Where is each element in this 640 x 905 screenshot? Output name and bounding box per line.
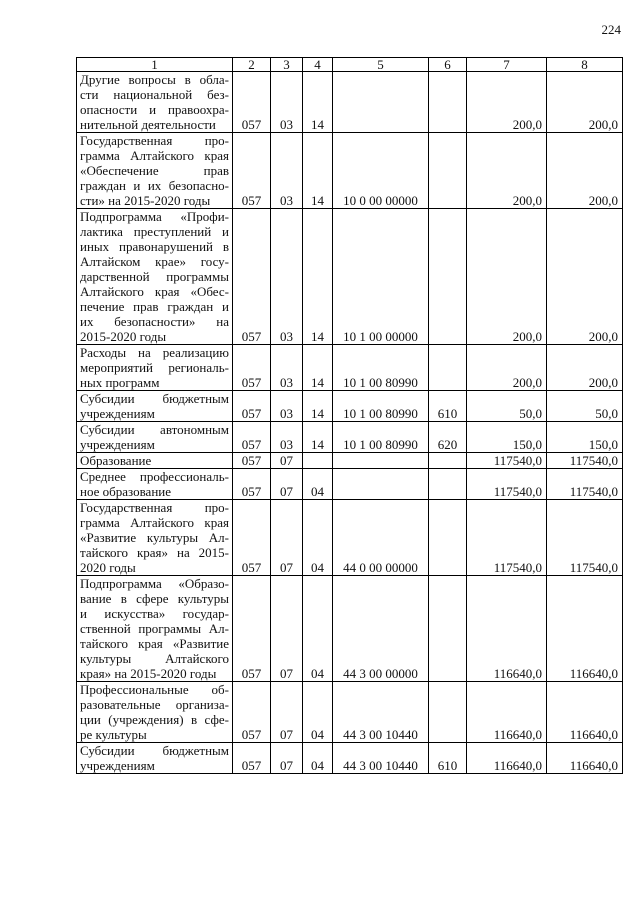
subsection-code-cell: 14 — [303, 345, 333, 391]
item-name-line: Среднее профессиональ- — [80, 469, 229, 484]
item-name-cell — [77, 133, 233, 209]
subsection-code-cell: 14 — [303, 72, 333, 133]
table-row — [77, 469, 623, 500]
subsection-code-cell: 14 — [303, 133, 333, 209]
table-row — [77, 576, 623, 682]
expense-type-cell: 610 — [429, 391, 467, 422]
table-row — [77, 453, 623, 469]
item-name-line: 2020 годы — [80, 560, 136, 575]
item-name-cell — [77, 743, 233, 774]
item-name-line: ственной программы Ал- — [80, 621, 229, 636]
amount-col8-cell: 200,0 — [547, 345, 623, 391]
item-name-line: Государственная про- — [80, 133, 229, 148]
section-code-cell: 03 — [271, 345, 303, 391]
section-code-cell: 07 — [271, 469, 303, 500]
item-name-cell — [77, 209, 233, 345]
table-row — [77, 133, 623, 209]
header-row — [77, 58, 623, 72]
amount-col7-cell: 200,0 — [467, 345, 547, 391]
amount-col7-cell: 116640,0 — [467, 743, 547, 774]
amount-col7-cell: 117540,0 — [467, 500, 547, 576]
item-name-line: 2015-2020 годы — [80, 329, 167, 344]
amount-col8-cell: 200,0 — [547, 133, 623, 209]
amount-col8-cell: 200,0 — [547, 209, 623, 345]
amount-col7-cell: 200,0 — [467, 209, 547, 345]
target-article-cell: 44 0 00 00000 — [333, 500, 429, 576]
item-name-cell — [77, 345, 233, 391]
item-name-line: учреждениям — [80, 758, 155, 773]
target-article-cell: 44 3 00 10440 — [333, 743, 429, 774]
header-col-8: 8 — [547, 58, 623, 72]
amount-col8-cell: 117540,0 — [547, 500, 623, 576]
expense-type-cell — [429, 209, 467, 345]
item-name-cell — [77, 500, 233, 576]
dept-code-cell: 057 — [233, 345, 271, 391]
item-name-line: Другие вопросы в обла- — [80, 72, 229, 87]
section-code-cell: 07 — [271, 743, 303, 774]
amount-col8-cell: 116640,0 — [547, 682, 623, 743]
item-name-line: Алтайского края «Обес- — [80, 284, 229, 299]
amount-col7-cell: 117540,0 — [467, 469, 547, 500]
item-name-line: тайского края «Развитие — [80, 636, 229, 651]
section-code-cell: 03 — [271, 422, 303, 453]
item-name-cell — [77, 422, 233, 453]
target-article-cell: 10 1 00 80990 — [333, 422, 429, 453]
subsection-code-cell: 04 — [303, 500, 333, 576]
section-code-cell: 07 — [271, 682, 303, 743]
item-name-line: лактика преступлений и — [80, 224, 229, 239]
subsection-code-cell: 04 — [303, 469, 333, 500]
section-code-cell: 07 — [271, 453, 303, 469]
item-name-line: вание в сфере культуры — [80, 591, 229, 606]
subsection-code-cell — [303, 453, 333, 469]
item-name-line: мероприятий региональ- — [80, 360, 229, 375]
section-code-cell: 07 — [271, 576, 303, 682]
item-name-line: ции (учреждения) в сфе- — [80, 712, 229, 727]
header-col-2: 2 — [233, 58, 271, 72]
target-article-cell — [333, 469, 429, 500]
item-name-line: Субсидии бюджетным — [80, 743, 229, 758]
target-article-cell: 44 3 00 10440 — [333, 682, 429, 743]
section-code-cell: 03 — [271, 72, 303, 133]
amount-col7-cell: 117540,0 — [467, 453, 547, 469]
dept-code-cell: 057 — [233, 422, 271, 453]
section-code-cell: 03 — [271, 391, 303, 422]
table-row — [77, 72, 623, 133]
amount-col8-cell: 117540,0 — [547, 469, 623, 500]
expense-type-cell — [429, 72, 467, 133]
item-name-line: Алтайском крае» госу- — [80, 254, 229, 269]
item-name-line: нительной деятельности — [80, 117, 216, 132]
item-name-cell — [77, 453, 233, 469]
expense-type-cell — [429, 682, 467, 743]
amount-col8-cell: 200,0 — [547, 72, 623, 133]
header-col-1: 1 — [77, 58, 233, 72]
item-name-line: Подпрограмма «Профи- — [80, 209, 229, 224]
item-name-line: грамма Алтайского края — [80, 515, 229, 530]
target-article-cell: 44 3 00 00000 — [333, 576, 429, 682]
item-name-line: грамма Алтайского края — [80, 148, 229, 163]
amount-col7-cell: 150,0 — [467, 422, 547, 453]
amount-col8-cell: 150,0 — [547, 422, 623, 453]
target-article-cell — [333, 72, 429, 133]
amount-col7-cell: 50,0 — [467, 391, 547, 422]
table-body — [77, 72, 623, 774]
amount-col8-cell: 117540,0 — [547, 453, 623, 469]
item-name-line: Государственная про- — [80, 500, 229, 515]
page-number: 224 — [601, 22, 621, 37]
target-article-cell: 10 1 00 80990 — [333, 345, 429, 391]
subsection-code-cell: 04 — [303, 743, 333, 774]
item-name-line: граждан и их безопасно- — [80, 178, 229, 193]
table-row — [77, 345, 623, 391]
header-col-6: 6 — [429, 58, 467, 72]
subsection-code-cell: 14 — [303, 391, 333, 422]
amount-col7-cell: 200,0 — [467, 133, 547, 209]
budget-table — [76, 57, 623, 774]
dept-code-cell: 057 — [233, 209, 271, 345]
header-col-4: 4 — [303, 58, 333, 72]
expense-type-cell: 620 — [429, 422, 467, 453]
section-code-cell: 03 — [271, 133, 303, 209]
item-name-line: опасности и правоохра- — [80, 102, 229, 117]
header-col-5: 5 — [333, 58, 429, 72]
item-name-line: Расходы на реализацию — [80, 345, 229, 360]
item-name-line: печение прав граждан и — [80, 299, 229, 314]
table-header — [77, 58, 623, 72]
subsection-code-cell: 14 — [303, 422, 333, 453]
expense-type-cell: 610 — [429, 743, 467, 774]
subsection-code-cell: 14 — [303, 209, 333, 345]
expense-type-cell — [429, 469, 467, 500]
amount-col7-cell: 116640,0 — [467, 576, 547, 682]
table-row — [77, 743, 623, 774]
item-name-line: ре культуры — [80, 727, 147, 742]
item-name-line: учреждениям — [80, 406, 155, 421]
item-name-line: разовательные организа- — [80, 697, 229, 712]
item-name-line: Субсидии бюджетным — [80, 391, 229, 406]
expense-type-cell — [429, 500, 467, 576]
item-name-line: «Обеспечение прав — [80, 163, 229, 178]
table-row — [77, 422, 623, 453]
dept-code-cell: 057 — [233, 682, 271, 743]
table-row — [77, 209, 623, 345]
target-article-cell: 10 0 00 00000 — [333, 133, 429, 209]
item-name-cell — [77, 72, 233, 133]
dept-code-cell: 057 — [233, 133, 271, 209]
item-name-line: тайского края» на 2015- — [80, 545, 229, 560]
expense-type-cell — [429, 453, 467, 469]
item-name-line: ных программ — [80, 375, 160, 390]
item-name-line: края» на 2015-2020 годы — [80, 666, 217, 681]
dept-code-cell: 057 — [233, 576, 271, 682]
header-col-7: 7 — [467, 58, 547, 72]
dept-code-cell: 057 — [233, 469, 271, 500]
item-name-line: дарственной программы — [80, 269, 229, 284]
item-name-line: сти национальной без- — [80, 87, 229, 102]
table-row — [77, 682, 623, 743]
item-name-line: учреждениям — [80, 437, 155, 452]
target-article-cell — [333, 453, 429, 469]
target-article-cell: 10 1 00 00000 — [333, 209, 429, 345]
item-name-line: их безопасности» на — [80, 314, 229, 329]
dept-code-cell: 057 — [233, 453, 271, 469]
subsection-code-cell: 04 — [303, 576, 333, 682]
dept-code-cell: 057 — [233, 743, 271, 774]
amount-col8-cell: 50,0 — [547, 391, 623, 422]
dept-code-cell: 057 — [233, 500, 271, 576]
amount-col8-cell: 116640,0 — [547, 576, 623, 682]
amount-col8-cell: 116640,0 — [547, 743, 623, 774]
amount-col7-cell: 200,0 — [467, 72, 547, 133]
item-name-cell — [77, 682, 233, 743]
item-name-line: ное образование — [80, 484, 171, 499]
expense-type-cell — [429, 576, 467, 682]
item-name-line: Подпрограмма «Образо- — [80, 576, 229, 591]
header-col-3: 3 — [271, 58, 303, 72]
expense-type-cell — [429, 133, 467, 209]
dept-code-cell: 057 — [233, 391, 271, 422]
section-code-cell: 03 — [271, 209, 303, 345]
dept-code-cell: 057 — [233, 72, 271, 133]
item-name-cell — [77, 576, 233, 682]
table-row — [77, 391, 623, 422]
section-code-cell: 07 — [271, 500, 303, 576]
item-name-line: культуры Алтайского — [80, 651, 229, 666]
table-row — [77, 500, 623, 576]
item-name-line: сти» на 2015-2020 годы — [80, 193, 211, 208]
amount-col7-cell: 116640,0 — [467, 682, 547, 743]
item-name-line: Субсидии автономным — [80, 422, 229, 437]
expense-type-cell — [429, 345, 467, 391]
item-name-line: и искусства» государ- — [80, 606, 229, 621]
item-name-cell — [77, 391, 233, 422]
item-name-line: Образование — [80, 453, 152, 468]
subsection-code-cell: 04 — [303, 682, 333, 743]
item-name-line: «Развитие культуры Ал- — [80, 530, 229, 545]
item-name-cell — [77, 469, 233, 500]
item-name-line: иных правонарушений в — [80, 239, 229, 254]
target-article-cell: 10 1 00 80990 — [333, 391, 429, 422]
item-name-line: Профессиональные об- — [80, 682, 229, 697]
